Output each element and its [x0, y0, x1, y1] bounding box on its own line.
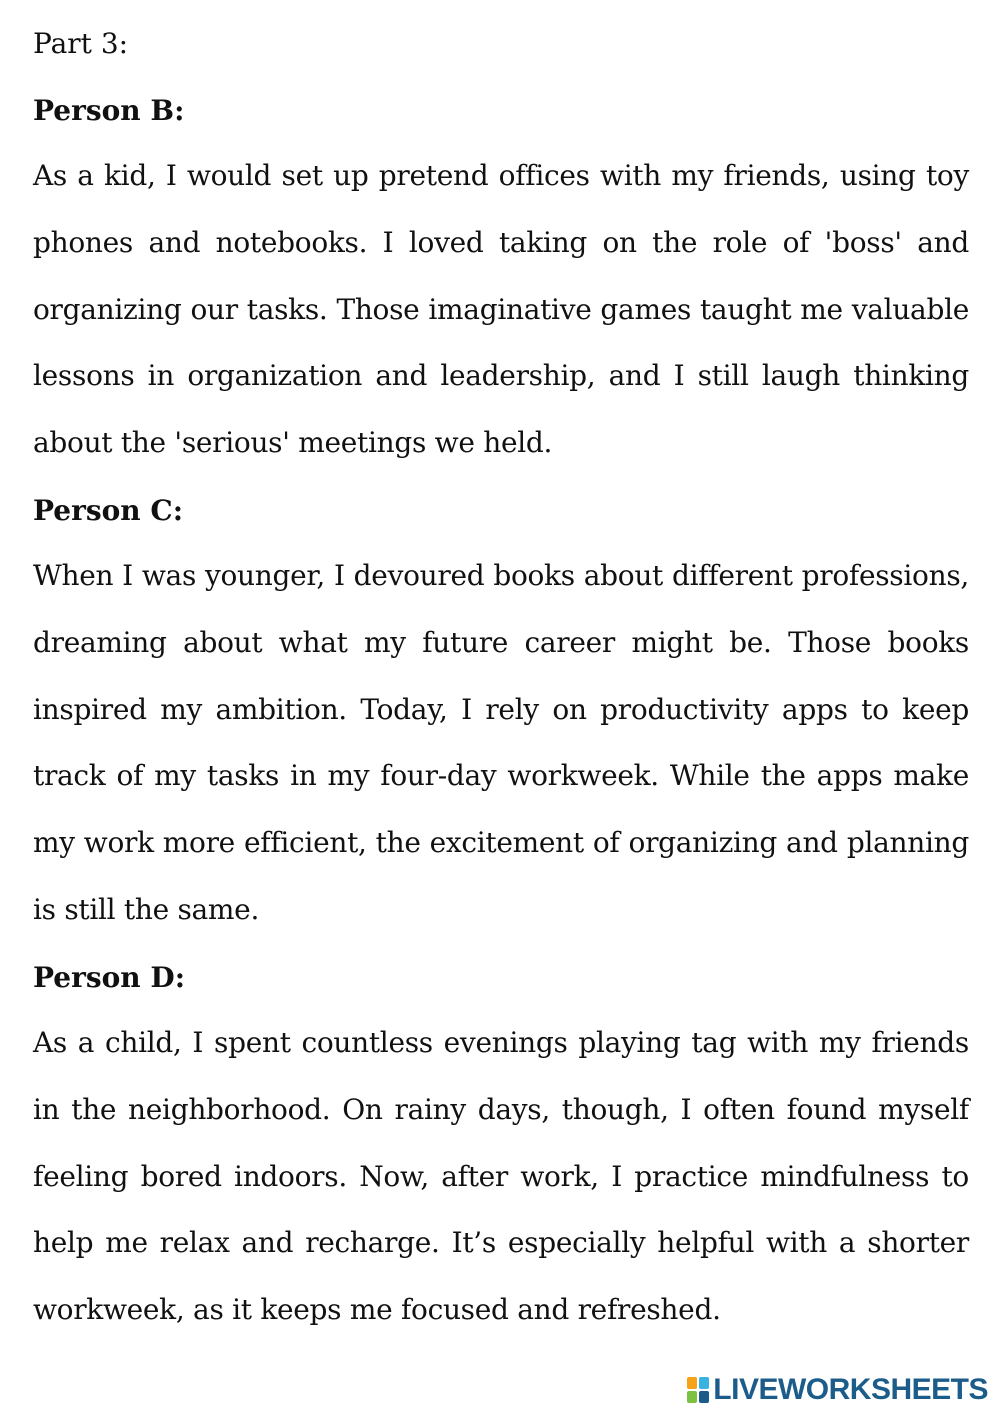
logo-square-1: [687, 1377, 697, 1389]
person-c-paragraph: When I was younger, I devoured books about different professions, dreaming about what my future career might be. Those books inspired my ambition. Today, I rely on productivity apps to keep track of my tasks in my four-day workweek. While the apps make my work more efficient, the excitement of organizing and planning is still the same.: [33, 559, 969, 926]
logo-square-3: [687, 1391, 697, 1403]
person-c-heading: Person C:: [33, 494, 184, 527]
person-d-paragraph: As a child, I spent countless evenings playing tag with my friends in the neighborhood. On rainy days, though, I often found myself feeling bored indoors. Now, after work, I practice mindfulness to help me relax and recharge. It’s especially helpful with a shorter workweek, as it keeps me focused and refreshed.: [33, 1026, 969, 1327]
part-heading: Part 3:: [33, 27, 129, 60]
logo-square-2: [699, 1377, 709, 1389]
logo-square-4: [699, 1391, 709, 1403]
logo-wordmark: LIVEWORKSHEETS: [713, 1373, 988, 1406]
liveworksheets-logo-icon: [687, 1377, 709, 1403]
person-b-heading: Person B:: [33, 94, 185, 127]
person-b-paragraph: As a kid, I would set up pretend offices with my friends, using toy phones and notebooks. I loved taking on the role of 'boss' and organizing our tasks. Those imaginative games taught me valuable lessons in organization and leadership, and I still laugh thinking about the 'serious' meetings we held.: [33, 159, 969, 460]
person-d-heading: Person D:: [33, 961, 186, 994]
liveworksheets-logo[interactable]: [687, 1372, 988, 1408]
